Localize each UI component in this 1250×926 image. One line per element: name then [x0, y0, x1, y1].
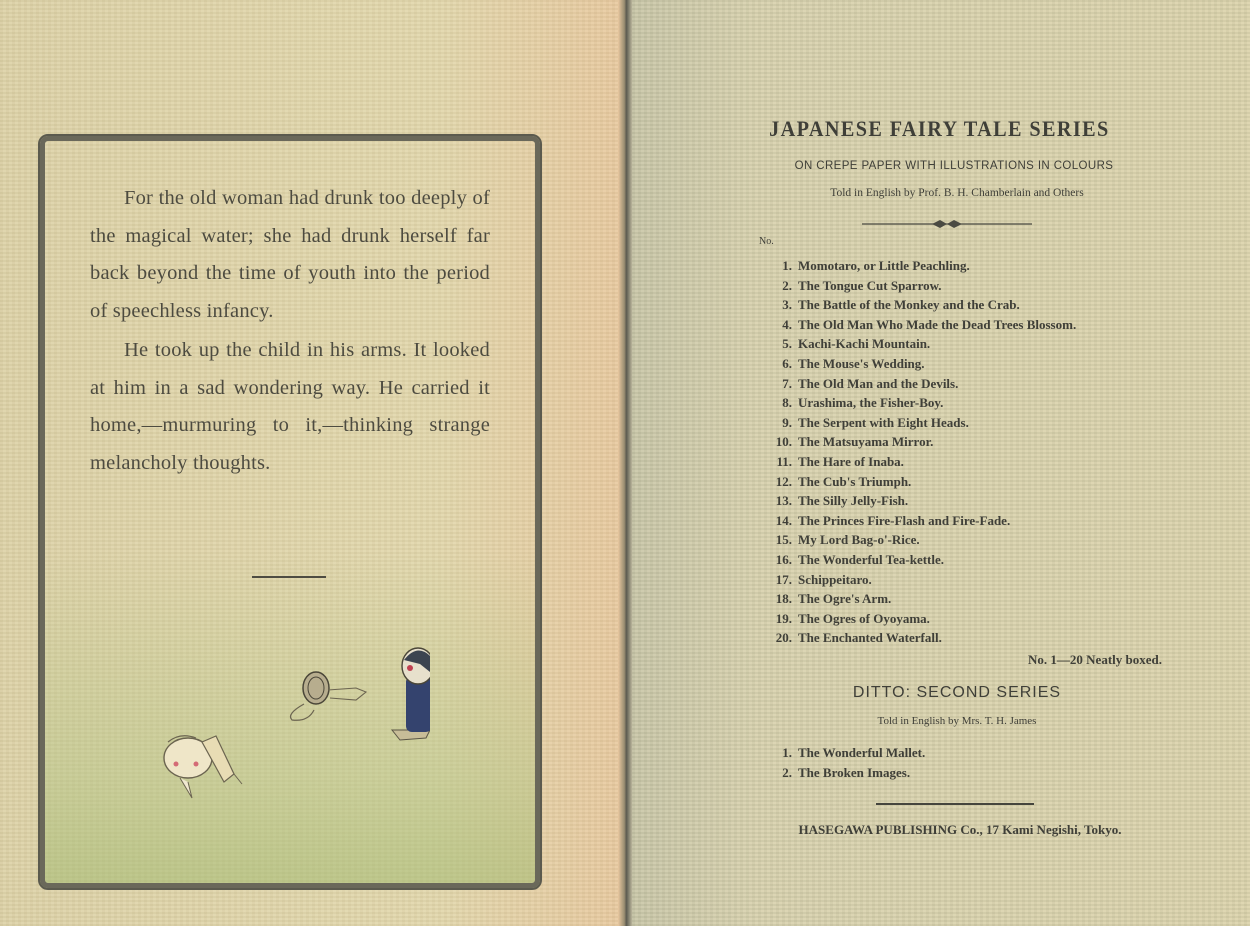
list-item — [758, 763, 1058, 783]
list-item — [758, 511, 1178, 531]
section-divider — [252, 576, 326, 578]
illustration-drawing — [130, 606, 430, 806]
tale-number: 5. — [782, 336, 792, 352]
list-item — [758, 491, 1178, 511]
list-item — [758, 432, 1178, 452]
tale-number: 12. — [775, 473, 792, 489]
tale-number: 2. — [782, 764, 792, 780]
list-item — [758, 452, 1178, 472]
child-figure — [392, 648, 430, 740]
left-page — [0, 0, 622, 926]
tale-number: 11. — [776, 453, 792, 469]
publisher-rule — [876, 803, 1034, 805]
tale-number: 6. — [782, 355, 792, 371]
story-text — [90, 180, 490, 482]
list-item — [758, 354, 1178, 374]
drum-figure — [291, 672, 367, 720]
second-tale-list — [758, 743, 1058, 782]
list-item — [758, 743, 1058, 763]
tale-title: The Enchanted Waterfall. — [798, 630, 942, 646]
tale-title: The Wonderful Tea-kettle. — [798, 551, 945, 567]
baby-figure — [164, 736, 242, 798]
series-credit: Told in English by Prof. B. H. Chamberlain and Others — [830, 187, 1084, 199]
tale-number: 1. — [782, 258, 792, 273]
tale-number: 19. — [775, 610, 792, 626]
tale-title: The Matsuyama Mirror. — [798, 434, 934, 450]
tale-number: 2. — [782, 277, 792, 293]
tale-title: The Serpent with Eight Heads. — [798, 414, 969, 430]
tale-title: The Wonderful Mallet. — [798, 745, 926, 760]
tale-title: The Ogres of Oyoyama. — [798, 610, 930, 626]
tale-number: 15. — [775, 532, 792, 548]
tale-title: My Lord Bag-o'-Rice. — [798, 532, 920, 548]
tale-title: The Ogre's Arm. — [798, 591, 892, 607]
tale-title: The Hare of Inaba. — [798, 453, 904, 469]
tale-title: The Princes Fire-Flash and Fire-Fade. — [798, 512, 1011, 528]
right-page — [632, 0, 1250, 926]
illustration-frame — [38, 134, 542, 890]
tale-number: 9. — [782, 414, 792, 430]
tale-title: The Cub's Triumph. — [798, 473, 912, 489]
tale-number: 18. — [775, 591, 792, 607]
series-title: JAPANESE FAIRY TALE SERIES — [769, 116, 1110, 141]
tale-number: 7. — [782, 375, 792, 391]
list-item — [758, 374, 1178, 394]
second-series-credit: Told in English by Mrs. T. H. James — [877, 715, 1037, 727]
tale-title: The Old Man and the Devils. — [798, 375, 959, 391]
tale-title: The Broken Images. — [798, 764, 911, 780]
tale-number: 1. — [782, 745, 792, 760]
tale-title: The Battle of the Monkey and the Crab. — [798, 297, 1020, 313]
number-column-label: No. — [759, 236, 774, 247]
story-paragraph-2: He took up the child in his arms. It looked at him in a sad wondering way. He carried it home,—murmuring to it,—thinking strange melancholy thoughts. — [90, 339, 490, 474]
list-item — [758, 334, 1178, 354]
boxed-note: No. 1—20 Neatly boxed. — [1028, 652, 1162, 667]
tale-title: The Silly Jelly-Fish. — [798, 493, 909, 509]
list-item — [758, 628, 1178, 648]
list-item — [758, 295, 1178, 315]
list-item — [758, 413, 1178, 433]
tale-title: Schippeitaro. — [798, 571, 872, 587]
tale-number: 10. — [775, 434, 792, 450]
tale-title: Urashima, the Fisher-Boy. — [798, 395, 944, 411]
tale-number: 13. — [775, 493, 792, 509]
tale-number: 8. — [782, 395, 792, 411]
ornament-rule — [862, 219, 1032, 229]
tale-number: 14. — [775, 512, 792, 528]
tale-title: Momotaro, or Little Peachling. — [798, 258, 970, 273]
list-item — [758, 393, 1178, 413]
tale-number: 17. — [775, 571, 792, 587]
list-item — [758, 256, 1178, 276]
list-item — [758, 589, 1178, 609]
story-paragraph-1: For the old woman had drunk too deeply of the magical water; she had drunk herself far back beyond the time of youth into the period of speechless infancy. — [90, 187, 490, 322]
tale-list — [758, 256, 1178, 648]
list-item — [758, 550, 1178, 570]
tale-title: The Tongue Cut Sparrow. — [798, 277, 942, 293]
series-subtitle: ON CREPE PAPER WITH ILLUSTRATIONS IN COLOURS — [794, 160, 1114, 172]
list-item — [758, 609, 1178, 629]
list-item — [758, 570, 1178, 590]
tale-number: 4. — [782, 316, 792, 332]
second-series-title: DITTO: SECOND SERIES — [852, 684, 1062, 701]
list-item — [758, 315, 1178, 335]
tale-title: The Mouse's Wedding. — [798, 355, 925, 371]
publisher-line: HASEGAWA PUBLISHING Co., 17 Kami Negishi, Tokyo. — [798, 822, 1122, 837]
tale-number: 3. — [782, 297, 792, 313]
tale-title: Kachi-Kachi Mountain. — [798, 336, 931, 352]
list-item — [758, 530, 1178, 550]
list-item — [758, 276, 1178, 296]
tale-number: 20. — [775, 630, 792, 646]
tale-number: 16. — [775, 551, 792, 567]
tale-title: The Old Man Who Made the Dead Trees Blossom. — [798, 316, 1077, 332]
book-gutter — [618, 0, 632, 926]
list-item — [758, 472, 1178, 492]
